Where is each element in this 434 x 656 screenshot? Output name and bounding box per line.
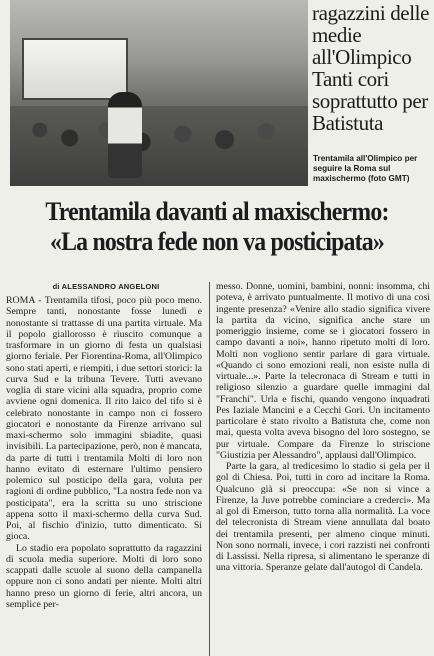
headline-line-1: Trentamila davanti al maxischermo: (45, 196, 389, 226)
article-column-1 (6, 295, 202, 656)
photo-caption: Trentamila all'Olimpico per seguire la Roma sul maxischermo (foto GMT) (313, 154, 418, 183)
paragraph: Lo stadio era popolato soprattutto da ragazzini di scuola media superiore. Molti di loro sono scappati dalle scuole al suono della campanella oppure non ci sono andati per niente. Molti altri hanno preso un giorno di ferie, altri ancora, un semplice per- (6, 542, 202, 610)
fan-figure-image (108, 92, 142, 178)
paragraph: ROMA - Trentamila tifosi, poco più poco meno. Sempre tanti, nonostante fosse lunedì e nonostante si trattasse di una partita virtuale. Ma il popolo giallorosso è riuscito comunque a trasformare in un giorno di festa un qualsiasi giorno feriale. Per Fiorentina-Roma, all'Olimpico sono stati aperti, e riempiti, i due settori storici: la curva Sud e la tribuna Tevere. Tutti avevano voglia di stare vicini alla squadra, proprio come avviene ogni domenica. Il rito laico del tifo si è celebrato nonostante in campo non ci fossero giocatori e nonostante da Firenze arrivano sul maxi-schermo solo immagini sbiadite, quasi invisibili. La partecipazione, però, non è mancata, da parte di tutti i trentamila Molti di loro non hanno evitato di esternare l'ultimo pensiero polemico sul posticipo della gara, voluta per ragioni di ordine pubblico, "La nostra fede non va posticipata", era la scritta su uno striscione appena sotto il maxi-schermo della curva Sud. Poi, al fischio d'inizio, tutto dimenticato. Si gioca. (6, 295, 202, 543)
paragraph: messo. Donne, uomini, bambini, nonni: insomma, chi poteva, è arrivato puntualmente. Il motivo di una così ingente presenza? «Venire allo stadio significa vivere la partita da vicino, significa anche stare un pomeriggio insieme, come se i giocatori fossero in campo davanti a noi», hanno ripetuto molti di loro. Molti non vogliono sentir parlare di gara virtuale. «Quando ci sono emozioni reali, non esiste nulla di virtuale...». Parte la telecronaca di Stream e tutti in religioso silenzio a guardare quelle immagini dal "Franchi". Urla e fischi, quando vengono inquadrati Pes Iaziale Mancini e a Cecchi Gori. Un incitamento particolare è stato rivolto a Batistuta che, come non mai, questa volta aveva bisogno del loro sostegno, se pur virtuale. Compare da Firenze lo striscione "Giustizia per Alessandro", applausi dall'Olimpico. (216, 281, 430, 461)
article-column-2 (216, 281, 430, 656)
headline-line-2: «La nostra fede non va posticipata» (49, 226, 385, 256)
crowd-image (10, 106, 308, 186)
stadium-photo (10, 0, 308, 186)
side-title: ragazzini delle medie all'Olimpico Tanti cori soprattutto per Batistuta (312, 1, 430, 135)
byline: di ALESSANDRO ANGELONI (52, 282, 160, 291)
maxi-screen-image (22, 38, 128, 100)
column-divider (209, 282, 210, 656)
paragraph: Parte la gara, al tredicesimo lo stadio si gela per il gol di Chiesa. Poi, tutti in coro ad incitare la Roma. Qualcuno già si preoccupa: «Se non si vince a Firenze, la Juve potrebbe cominciare a crederci». Ma al gol di Emerson, tutto torna alla normalità. La voce del telecronista di Stream viene annullata dal boato dei trentamila presenti, per almeno cinque minuti. Non sono normali, invece, i cori razzisti nei confronti di Lassissi. Nella ripresa, si alimentano le speranze di una vittoria. Speranze gelate dall'autogol di Candela. (216, 461, 430, 574)
